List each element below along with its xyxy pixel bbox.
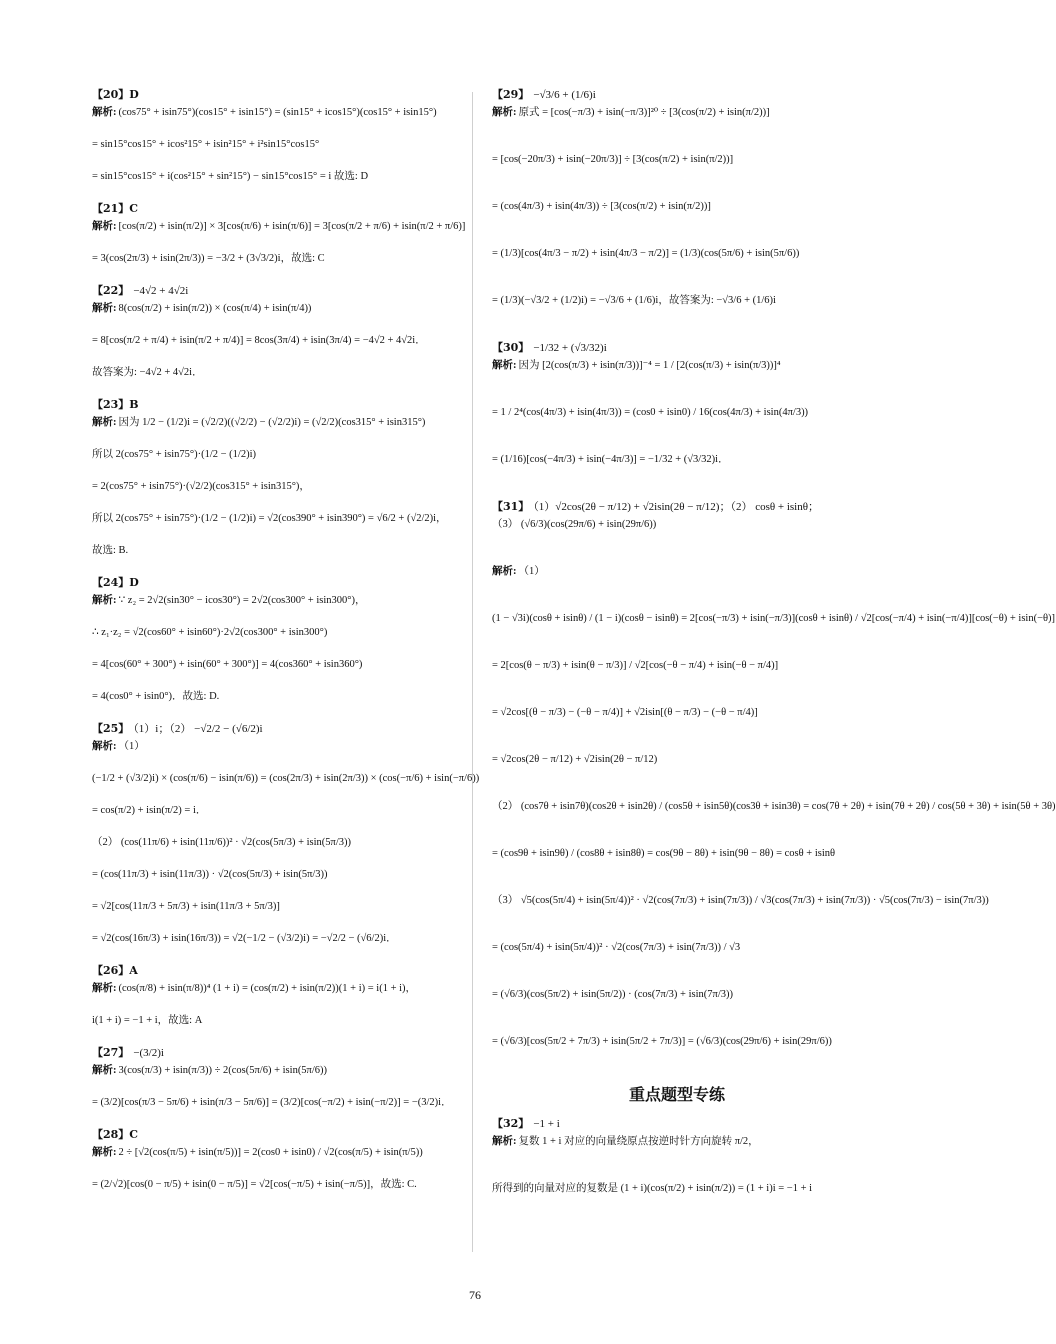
solution-line — [92, 868, 467, 882]
problem-answer: −1 + i — [533, 1118, 560, 1130]
problem-heading — [492, 1117, 862, 1131]
solution-text: ∵ z₂ = 2√2(sin30° − icos30°) = 2√2(cos300° + isin300°)， — [118, 595, 366, 606]
solution-line — [92, 416, 467, 430]
problem-number: 【22】 — [92, 284, 130, 297]
problem-answer: −4√2 + 4√2i — [133, 285, 189, 297]
solution-text: = (cos9θ + isin9θ) / (cos8θ + isin8θ) = cos(9θ − 8θ) + isin(9θ − 8θ) = cosθ + isinθ — [492, 848, 836, 859]
analysis-label: 解析: — [92, 303, 117, 314]
problem-heading — [492, 341, 862, 355]
solution-line — [492, 247, 862, 261]
solution-text: = 8[cos(π/2 + π/4) + isin(π/2 + π/4)] = 8cos(3π/4) + isin(3π/4) = −4√2 + 4√2i． — [92, 335, 426, 346]
solution-text: 故选: B. — [92, 545, 129, 556]
solution-line — [92, 220, 467, 234]
solution-line — [92, 804, 467, 818]
problem-22 — [92, 284, 467, 380]
solution-line — [492, 406, 862, 420]
solution-line — [92, 740, 467, 754]
problem-24 — [92, 576, 467, 704]
solution-text: 原式 = [cos(−π/3) + isin(−π/3)]²⁰ ÷ [3(cos(π/2) + isin(π/2))] — [518, 107, 770, 118]
solution-line — [492, 706, 862, 720]
problem-answer: −(3/2)i — [133, 1047, 164, 1059]
solution-line — [92, 658, 467, 672]
analysis-label: 解析: — [92, 417, 117, 428]
solution-text: (cos(π/8) + isin(π/8))⁴ (1 + i) = (cos(π/2) + isin(π/2))(1 + i) = i(1 + i)， — [118, 983, 417, 994]
solution-text: = √2[cos(11π/3 + 5π/3) + isin(11π/3 + 5π/3)] — [92, 901, 280, 912]
problem-32 — [492, 1117, 862, 1196]
solution-line — [92, 544, 467, 558]
solution-text: = (cos(5π/4) + isin(5π/4))² · √2(cos(7π/3) + isin(7π/3)) / √3 — [492, 942, 741, 953]
solution-text: = √2cos(2θ − π/12) + √2isin(2θ − π/12) — [492, 754, 658, 765]
problem-31 — [492, 500, 1056, 1049]
solution-line — [92, 836, 467, 850]
solution-text: 因为 1/2 − (1/2)i = (√2/2)((√2/2) − (√2/2)i) = (√2/2)(cos315° + isin315°) — [118, 417, 426, 428]
problem-number: 【29】 — [492, 88, 530, 101]
problem-23 — [92, 398, 467, 558]
problem-heading — [92, 202, 467, 216]
solution-text: （1） — [518, 566, 545, 577]
solution-line — [92, 1064, 467, 1078]
solution-line — [92, 302, 467, 316]
solution-text: ∴ z₁·z₂ = √2(cos60° + isin60°)·2√2(cos300° + isin300°) — [92, 627, 328, 638]
solution-line — [92, 1014, 467, 1028]
solution-line — [492, 659, 862, 673]
problem-number: 【21】C — [92, 202, 139, 215]
analysis-label: 解析: — [92, 221, 117, 232]
problem-26 — [92, 964, 467, 1028]
solution-text: = cos(π/2) + isin(π/2) = i． — [92, 805, 207, 816]
solution-text: （3） (√6/3)(cos(29π/6) + isin(29π/6)) — [492, 519, 657, 530]
solution-text: = (1/3)[cos(4π/3 − π/2) + isin(4π/3 − π/2)] = (1/3)(cos(5π/6) + isin(5π/6)) — [492, 248, 800, 259]
solution-text: = (√6/3)(cos(5π/2) + isin(5π/2)) · (cos(7π/3) + isin(7π/3)) — [492, 989, 733, 1000]
solution-line — [492, 800, 1056, 814]
problem-heading — [92, 722, 467, 736]
problem-answer: −1/32 + (√3/32)i — [533, 342, 607, 354]
solution-line — [492, 753, 862, 767]
problem-number: 【27】 — [92, 1046, 130, 1059]
solution-text: (cos75° + isin75°)(cos15° + isin15°) = (sin15° + icos15°)(cos15° + isin15°) — [118, 107, 437, 118]
solution-text: = 1 / 2⁴(cos(4π/3) + isin(4π/3)) = (cos0 + isin0) / 16(cos(4π/3) + isin(4π/3)) — [492, 407, 809, 418]
solution-line — [92, 448, 467, 462]
analysis-label: 解析: — [492, 360, 517, 371]
solution-line — [492, 453, 862, 467]
solution-text: (−1/2 + (√3/2)i) × (cos(π/6) − isin(π/6)) = (cos(2π/3) + isin(2π/3)) × (cos(−π/6) + isin(−π/6)) — [92, 773, 480, 784]
problem-heading — [92, 88, 467, 102]
solution-text: = (1/3)(−√3/2 + (1/2)i) = −√3/6 + (1/6)i，故答案为: −√3/6 + (1/6)i — [492, 295, 776, 306]
problem-number: 【24】D — [92, 576, 139, 589]
solution-text: = 2(cos75° + isin75°)·(√2/2)(cos315° + isin315°)， — [92, 481, 310, 492]
analysis-label: 解析: — [492, 566, 517, 577]
solution-line — [92, 1178, 467, 1192]
solution-text: 3(cos(π/3) + isin(π/3)) ÷ 2(cos(5π/6) + isin(5π/6)) — [118, 1065, 328, 1076]
solution-line — [492, 565, 862, 579]
problem-number: 【23】B — [92, 398, 139, 411]
solution-text: = 4(cos0° + isin0°)．故选: D. — [92, 691, 220, 702]
problem-number: 【28】C — [92, 1128, 139, 1141]
solution-text: = (1/16)[cos(−4π/3) + isin(−4π/3)] = −1/32 + (√3/32)i． — [492, 454, 729, 465]
analysis-label: 解析: — [92, 1065, 117, 1076]
solution-line — [92, 138, 467, 152]
solution-line — [492, 294, 862, 308]
solution-text: = (3/2)[cos(π/3 − 5π/6) + isin(π/3 − 5π/6)] = (3/2)[cos(−π/2) + isin(−π/2)] = −(3/2)i． — [92, 1097, 452, 1108]
right-column — [492, 88, 1056, 1229]
solution-line — [92, 252, 467, 266]
solution-line — [92, 626, 467, 640]
solution-text: 2 ÷ [√2(cos(π/5) + isin(π/5))] = 2(cos0 + isin0) / √2(cos(π/5) + isin(π/5)) — [118, 1147, 423, 1158]
solution-line — [492, 847, 862, 861]
section-title: 重点题型专练 — [628, 1085, 725, 1104]
problem-number: 【30】 — [492, 341, 530, 354]
problem-number: 【20】D — [92, 88, 139, 101]
solution-line — [492, 153, 862, 167]
solution-line — [492, 988, 862, 1002]
solution-text: 所得到的向量对应的复数是 (1 + i)(cos(π/2) + isin(π/2)) = (1 + i)i = −1 + i — [492, 1183, 813, 1194]
solution-text: 所以 2(cos75° + isin75°)·(1/2 − (1/2)i) = √2(cos390° + isin390°) = √6/2 + (√2/2)i， — [92, 513, 447, 524]
problem-27 — [92, 1046, 467, 1110]
solution-text: i(1 + i) = −1 + i，故选: A — [92, 1015, 203, 1026]
problem-number: 【25】 — [92, 722, 130, 735]
solution-text: （2） (cos(11π/6) + isin(11π/6))² · √2(cos(5π/3) + isin(5π/3)) — [92, 837, 352, 848]
solution-text: = (√6/3)[cos(5π/2 + 7π/3) + isin(5π/2 + 7π/3)] = (√6/3)(cos(29π/6) + isin(29π/6)) — [492, 1036, 832, 1047]
problem-answer: （1）√2cos(2θ − π/12) + √2isin(2θ − π/12)；（2） cosθ + isinθ； — [533, 501, 820, 513]
solution-text: = √2cos[(θ − π/3) − (−θ − π/4)] + √2isin[(θ − π/3) − (−θ − π/4)] — [492, 707, 758, 718]
solution-text: = (cos(11π/3) + isin(11π/3)) · √2(cos(5π/3) + isin(5π/3)) — [92, 869, 328, 880]
left-column — [92, 88, 480, 1210]
solution-text: 因为 [2(cos(π/3) + isin(π/3))]⁻⁴ = 1 / [2(cos(π/3) + isin(π/3))]⁴ — [518, 360, 781, 371]
solution-text: = sin15°cos15° + icos²15° + isin²15° + i²sin15°cos15° — [92, 139, 320, 150]
problem-answer: （1）i；（2） −√2/2 − (√6/2)i — [133, 723, 263, 735]
solution-line — [492, 359, 862, 373]
solution-line — [492, 612, 1056, 626]
solution-line — [492, 1182, 862, 1196]
analysis-label: 解析: — [492, 107, 517, 118]
solution-text: [cos(π/2) + isin(π/2)] × 3[cos(π/6) + isin(π/6)] = 3[cos(π/2 + π/6) + isin(π/2 + π/6)] — [118, 221, 466, 232]
problem-heading — [92, 1046, 467, 1060]
solution-line — [492, 941, 862, 955]
analysis-label: 解析: — [92, 741, 117, 752]
solution-line — [492, 1035, 862, 1049]
analysis-label: 解析: — [92, 595, 117, 606]
solution-line — [92, 170, 467, 184]
solution-line — [92, 334, 467, 348]
solution-line — [92, 690, 467, 704]
solution-text: 8(cos(π/2) + isin(π/2)) × (cos(π/4) + isin(π/4)) — [118, 303, 312, 314]
solution-line — [92, 1146, 467, 1160]
problem-30 — [492, 341, 862, 467]
solution-line — [492, 518, 862, 532]
problem-20 — [92, 88, 467, 184]
solution-text: = 2[cos(θ − π/3) + isin(θ − π/3)] / √2[cos(−θ − π/4) + isin(−θ − π/4)] — [492, 660, 779, 671]
problem-heading — [92, 1128, 467, 1142]
solution-line — [92, 772, 480, 786]
solution-text: （2） (cos7θ + isin7θ)(cos2θ + isin2θ) / (cos5θ + isin5θ)(cos3θ + isin3θ) = cos(7θ + 2θ) + isin(7θ + 2θ) / cos(5θ + 3θ) + isin(5θ + 3θ) — [492, 801, 1056, 812]
solution-text: 复数 1 + i 对应的向量绕原点按逆时针方向旋转 π/2， — [518, 1136, 759, 1147]
page-number: 76 — [469, 1288, 481, 1302]
problem-number: 【26】A — [92, 964, 138, 977]
solution-line — [492, 1135, 862, 1149]
problem-number: 【32】 — [492, 1117, 530, 1130]
solution-line — [92, 1096, 467, 1110]
problem-heading — [492, 88, 862, 102]
solution-line — [92, 480, 467, 494]
analysis-label: 解析: — [92, 1147, 117, 1158]
problem-25 — [92, 722, 480, 946]
analysis-label: 解析: — [92, 983, 117, 994]
solution-text: = √2(cos(16π/3) + isin(16π/3)) = √2(−1/2 − (√3/2)i) = −√2/2 − (√6/2)i． — [92, 933, 397, 944]
solution-text: 所以 2(cos75° + isin75°)·(1/2 − (1/2)i) — [92, 449, 257, 460]
solution-line — [92, 932, 467, 946]
solution-line — [92, 512, 467, 526]
solution-line — [92, 982, 467, 996]
solution-text: （3） √5(cos(5π/4) + isin(5π/4))² · √2(cos(7π/3) + isin(7π/3)) / √3(cos(7π/3) + isin(7π/3)) · √5(cos(7π/3) − isin(7π/3)) — [492, 895, 989, 906]
solution-text: = sin15°cos15° + i(cos²15° + sin²15°) − sin15°cos15° = i 故选: D — [92, 171, 369, 182]
problem-heading — [92, 398, 467, 412]
solution-text: = 4[cos(60° + 300°) + isin(60° + 300°)] = 4(cos360° + isin360°) — [92, 659, 363, 670]
problem-answer: −√3/6 + (1/6)i — [533, 89, 596, 101]
solution-text: (1 − √3i)(cosθ + isinθ) / (1 − i)(cosθ − isinθ) = 2[cos(−π/3) + isin(−π/3)](cosθ + isinθ) / √2[cos(−π/4) + isin(−π/4)][cos(−θ) + isin(−θ)] — [492, 613, 1056, 624]
solution-text: 故答案为: −4√2 + 4√2i． — [92, 367, 203, 378]
solution-line — [92, 594, 467, 608]
solution-line — [92, 900, 467, 914]
problem-heading — [92, 576, 467, 590]
solution-line — [492, 894, 989, 908]
solution-line — [92, 106, 467, 120]
solution-text: = (2/√2)[cos(0 − π/5) + isin(0 − π/5)] = √2[cos(−π/5) + isin(−π/5)]，故选: C. — [92, 1179, 417, 1190]
problem-heading — [92, 964, 467, 978]
problem-number: 【31】 — [492, 500, 530, 513]
solution-line — [492, 106, 862, 120]
column-divider — [472, 92, 473, 1252]
solution-text: = (cos(4π/3) + isin(4π/3)) ÷ [3(cos(π/2) + isin(π/2))] — [492, 201, 711, 212]
problem-29 — [492, 88, 862, 308]
problem-heading — [492, 500, 862, 514]
problem-21 — [92, 202, 467, 266]
analysis-label: 解析: — [92, 107, 117, 118]
solution-text: （1） — [118, 741, 145, 752]
analysis-label: 解析: — [492, 1136, 517, 1147]
problem-28 — [92, 1128, 467, 1192]
problem-heading — [92, 284, 467, 298]
solution-line — [92, 366, 467, 380]
solution-line — [492, 200, 862, 214]
solution-text: = 3(cos(2π/3) + isin(2π/3)) = −3/2 + (3√3/2)i，故选: C — [92, 253, 325, 264]
solution-text: = [cos(−20π/3) + isin(−20π/3)] ÷ [3(cos(π/2) + isin(π/2))] — [492, 154, 734, 165]
